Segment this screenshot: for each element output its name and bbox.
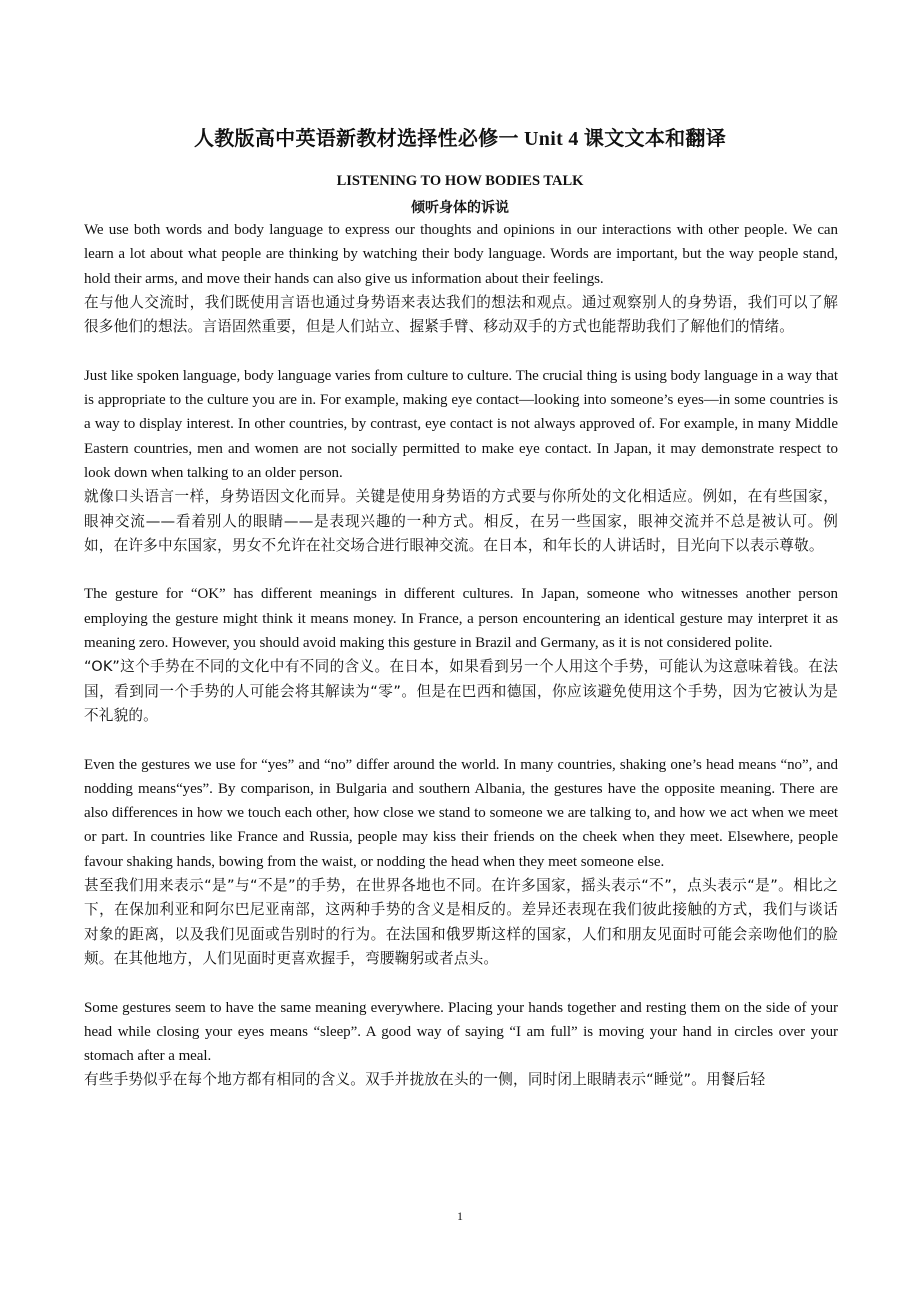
page-number: 1 <box>457 1209 463 1223</box>
paragraph-1 <box>84 218 838 339</box>
paragraph-3 <box>84 582 838 728</box>
chinese-translation: 就像口头语言一样，身势语因文化而异。关键是使用身势语的方式要与你所处的文化相适应。例如，在有些国家，眼神交流——看着别人的眼睛——是表现兴趣的一种方式。相反，在另一些国家，眼神交流并不总是被认可。例如，在许多中东国家，男女不允许在社交场合进行眼神交流。在日本，和年长的人讲话时，目光向下以表示尊敬。 <box>84 488 838 554</box>
document-title: 人教版高中英语新教材选择性必修一 Unit 4 课文文本和翻译 <box>193 128 727 150</box>
english-text: Just like spoken language, body language varies from culture to culture. The crucial thing is using body language in a way that is appropriate to the culture you are in. For example, making eye contact—looking into someone’s eyes—in some countries is a way to display interest. In other countries, by contrast, eye contact is not always approved of. For example, in many Middle Eastern countries, men and women are not socially permitted to make eye contact. In Japan, it may demonstrate respect to look down when talking to an older person. <box>84 367 838 481</box>
english-text: Even the gestures we use for “yes” and “no” differ around the world. In many countries, shaking one’s head means “no”, and nodding means“yes”. By comparison, in Bulgaria and southern Albania, the gestures have the opposite meaning. There are also differences in how we touch each other, how close we stand to someone we are talking to, and how we act when we meet or part. In countries like France and Russia, people may kiss their friends on the cheek when they meet. Elsewhere, people favour shaking hands, bowing from the waist, or nodding the head when they meet someone else. <box>84 756 838 870</box>
paragraph-spacer <box>84 558 838 582</box>
english-text: Some gestures seem to have the same meaning everywhere. Placing your hands together and resting them on the side of your head while closing your eyes means “sleep”. A good way of saying “I am full” is moving your hand in circles over your stomach after a meal. <box>84 999 838 1065</box>
chinese-translation: 有些手势似乎在每个地方都有相同的含义。双手并拢放在头的一侧，同时闭上眼睛表示“睡觉”。用餐后轻 <box>84 1071 766 1089</box>
paragraph-spacer <box>84 971 838 995</box>
paragraph-spacer <box>84 339 838 363</box>
document-body <box>84 218 838 1093</box>
paragraph-5 <box>84 996 838 1093</box>
paragraph-2 <box>84 364 838 558</box>
paragraph-spacer <box>84 728 838 752</box>
chinese-translation: 在与他人交流时，我们既使用言语也通过身势语来表达我们的想法和观点。通过观察别人的身势语，我们可以了解很多他们的想法。言语固然重要，但是人们站立、握紧手臂、移动双手的方式也能帮助我们了解他们的情绪。 <box>84 293 838 336</box>
english-text: We use both words and body language to express our thoughts and opinions in our interactions with other people. We can learn a lot about what people are thinking by watching their body language. Words are important, but the way people stand, hold their arms, and move their hands can also give us information about their feelings. <box>84 222 838 287</box>
paragraph-4 <box>84 753 838 972</box>
section-subtitle: 倾听身体的诉说 <box>411 200 509 216</box>
chinese-translation: “OK”这个手势在不同的文化中有不同的含义。在日本，如果看到另一个人用这个手势，可能认为这意味着钱。在法国，看到同一个手势的人可能会将其解读为“零”。但是在巴西和德国，你应该避免使用这个手势，因为它被认为是不礼貌的。 <box>84 658 838 724</box>
english-text: The gesture for “OK” has different meanings in different cultures. In Japan, someone who witnesses another person employing the gesture might think it means money. In France, a person encountering an identical gesture may interpret it as meaning zero. However, you should avoid making this gesture in Brazil and Germany, as it is not considered polite. <box>84 586 838 652</box>
chinese-translation: 甚至我们用来表示“是”与“不是”的手势，在世界各地也不同。在许多国家，摇头表示“不”，点头表示“是”。相比之下，在保加利亚和阿尔巴尼亚南部，这两种手势的含义是相反的。差异还表现在我们彼此接触的方式，我们与谈话对象的距离，以及我们见面或告别时的行为。在法国和俄罗斯这样的国家，人们和朋友见面时可能会亲吻他们的脸颊。在其他地方，人们见面时更喜欢握手，弯腰鞠躬或者点头。 <box>84 877 838 967</box>
section-title: LISTENING TO HOW BODIES TALK <box>336 173 584 189</box>
